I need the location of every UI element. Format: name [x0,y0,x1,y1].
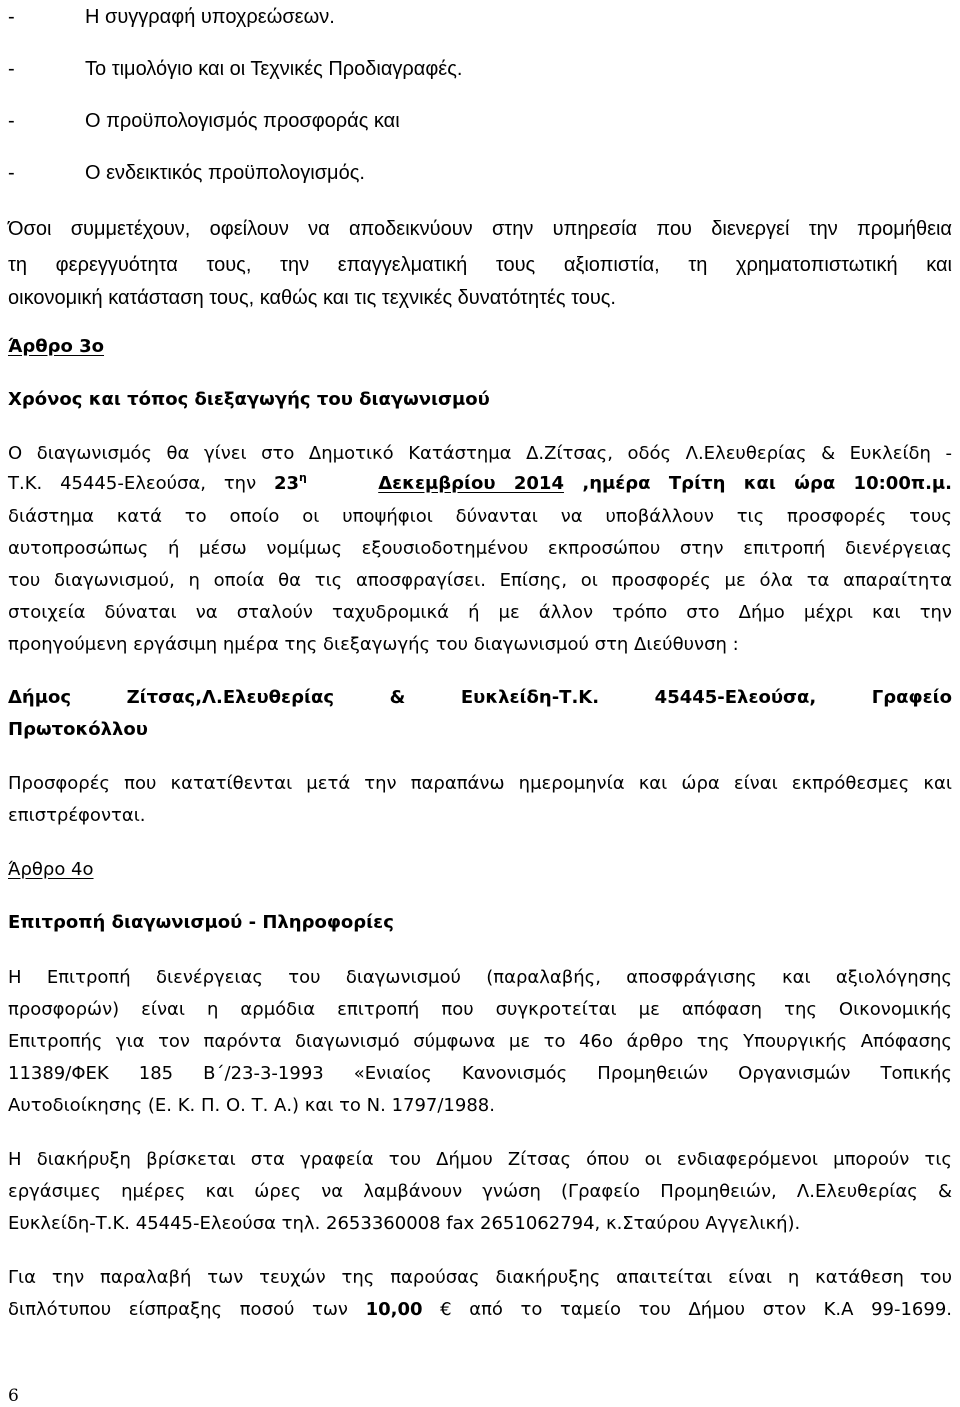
paragraph-line: προηγούμενη εργάσιμη ημέρα της διεξαγωγής του διαγωνισμού στη Διεύθυνση : [8,634,739,655]
article-4-heading: Άρθρο 4ο [8,859,94,880]
paragraph-line: Προσφορές που κατατίθενται μετά την παραπάνω ημερομηνία και ώρα είναι εκπρόθεσμες και [8,773,952,794]
paragraph-line: Επιτροπής για τον παρόντα διαγωνισμό σύμφωνα με το 46ο άρθρο της Υπουργικής Απόφασης [8,1031,952,1052]
date-line: Τ.Κ. 45445-Ελεούσα, την $23^\eta$ Δεκεμβρίου 2014 ,ημέρα Τρίτη και ώρα 10:00π.μ. [8,471,953,494]
article-3-heading: Άρθρο 3ο [8,336,105,357]
fee-line: διπλότυπου είσπραξης ποσού των 10,00 € από το ταμείο του Δήμου στον Κ.Α 99-1699. [8,1299,952,1320]
paragraph-line: Για την παραλαβή των τευχών της παρούσας διακήρυξης απαιτείται είναι η κατάθεση του [8,1267,952,1288]
paragraph-line: διάστημα κατά το οποίο οι υποψήφιοι δύνανται να υποβάλλουν τις προσφορές τους [8,506,952,527]
intro-line: τη φερεγγυότητα τους, την επαγγελματική τους αξιοπιστία, τη χρηματοπιστωτική και [8,254,952,276]
paragraph-line: αυτοπροσώπως ή μέσω νομίμως εξουσιοδοτημένου εκπροσώπου στην επιτροπή διενέργειας [8,538,952,559]
paragraph-line: Ευκλείδη-Τ.Κ. 45445-Ελεούσα τηλ. 2653360008 fax 2651062794, κ.Σταύρου Αγγελική). [8,1213,801,1234]
paragraph-line: στοιχεία δύναται να σταλούν ταχυδρομικά ή με άλλον τρόπο στο Δήμο μέχρι και την [8,602,952,623]
paragraph-line: Η Επιτροπή διενέργειας του διαγωνισμού (παραλαβής, αποσφράγισης και αξιολόγησης [8,967,952,988]
list-item: - Η συγγραφή υποχρεώσεων. [8,6,335,28]
paragraph-line: Ο διαγωνισμός θα γίνει στο Δημοτικό Κατάστημα Δ.Ζίτσας, οδός Λ.Ελευθερίας & Ευκλείδη - [8,443,952,464]
address-line: Πρωτοκόλλου [8,719,148,740]
fee-amount: 10,00 [365,1299,423,1320]
intro-line: οικονομική κατάσταση τους, καθώς και τις τεχνικές δυνατότητές τους. [8,287,616,309]
paragraph-line: Η διακήρυξη βρίσκεται στα γραφεία του Δήμου Ζίτσας όπου οι ενδιαφερόμενοι μπορούν τις [8,1149,952,1170]
paragraph-line: Αυτοδιοίκησης (Ε. Κ. Π. Ο. Τ. Α.) και το Ν. 1797/1988. [8,1095,495,1116]
date-emphasis: Δεκεμβρίου 2014 [378,473,564,494]
page-number: 6 [8,1386,19,1406]
article-4-title: Επιτροπή διαγωνισμού - Πληροφορίες [8,912,394,933]
paragraph-line: προσφορών) είναι η αρμόδια επιτροπή που συγκροτείται με απόφαση της Οικονομικής [8,999,952,1020]
article-3-title: Χρόνος και τόπος διεξαγωγής του διαγωνισμού [8,389,490,410]
paragraph-line: 11389/ΦΕΚ 185 Β΄/23-3-1993 «Ενιαίος Κανονισμός Προμηθειών Οργανισμών Τοπικής [8,1063,952,1084]
list-item: - Ο προϋπολογισμός προσφοράς και [8,110,400,132]
intro-line: Όσοι συμμετέχουν, οφείλουν να αποδεικνύουν στην υπηρεσία που διενεργεί την προμήθεια [8,218,952,240]
paragraph-line: του διαγωνισμού, η οποία θα τις αποσφραγίσει. Επίσης, οι προσφορές με όλα τα απαραίτητα [8,570,952,591]
address-line: Δήμος Ζίτσας,Λ.Ελευθερίας & Ευκλείδη-Τ.Κ. 45445-Ελεούσα, Γραφείο [8,687,952,708]
list-item: - Ο ενδεικτικός προϋπολογισμός. [8,162,365,184]
paragraph-line: επιστρέφονται. [8,805,146,826]
paragraph-line: εργάσιμες ημέρες και ώρες να λαμβάνουν γνώση (Γραφείο Προμηθειών, Λ.Ελευθερίας & [8,1181,952,1202]
list-item: - Το τιμολόγιο και οι Τεχνικές Προδιαγραφές. [8,58,463,80]
